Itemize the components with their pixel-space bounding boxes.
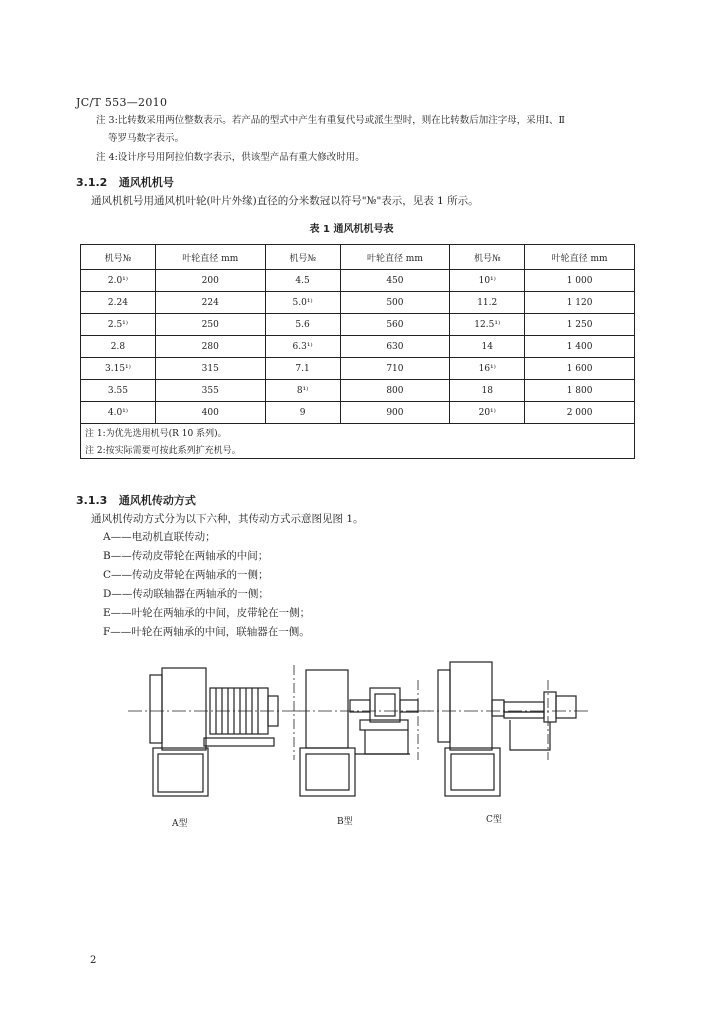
fan-number-table [80, 244, 635, 459]
table-row [81, 314, 635, 336]
table-cell: 6.3¹⁾ [265, 336, 340, 358]
table-cell: 14 [450, 336, 525, 358]
table-cell: 800 [340, 380, 450, 402]
column-header: 机号№ [81, 245, 156, 270]
column-header: 机号№ [450, 245, 525, 270]
table-row [81, 358, 635, 380]
table-row [81, 292, 635, 314]
drive-mode-c: C——传动皮带轮在两轴承的一侧； [103, 569, 269, 581]
table-cell: 12.5¹⁾ [450, 314, 525, 336]
section-heading-3-1-2 [76, 174, 174, 190]
drive-mode-a: A——电动机直联传动； [103, 531, 216, 543]
note-3: 注 3:比转数采用两位整数表示。若产品的型式中产生有重复代号或派生型时，则在比转数后加注字母，采用Ⅰ、Ⅱ [96, 115, 565, 126]
section-number: 3.1.2 [76, 176, 108, 189]
table-cell: 280 [155, 336, 265, 358]
table-cell: 8¹⁾ [265, 380, 340, 402]
table-cell: 20¹⁾ [450, 402, 525, 424]
table-cell: 2 000 [525, 402, 635, 424]
drive-mode-e: E——叶轮在两轴承的中间，皮带轮在一侧； [103, 607, 311, 619]
note-3-continued: 等罗马数字表示。 [108, 133, 185, 144]
table-note-2: 注 2:按实际需要可按此系列扩充机号。 [81, 441, 635, 459]
table-cell: 1 400 [525, 336, 635, 358]
section-number: 3.1.3 [76, 494, 108, 507]
table-cell: 1 120 [525, 292, 635, 314]
table-cell: 9 [265, 402, 340, 424]
table-caption: 表 1 通风机机号表 [309, 224, 394, 235]
drive-mode-d: D——传动联轴器在两轴承的一侧； [103, 588, 269, 600]
table-cell: 10¹⁾ [450, 270, 525, 292]
figure-label-c: C型 [486, 815, 502, 825]
table-cell: 16¹⁾ [450, 358, 525, 380]
table-cell: 1 800 [525, 380, 635, 402]
table-cell: 3.15¹⁾ [81, 358, 156, 380]
table-cell: 2.0¹⁾ [81, 270, 156, 292]
table-note-row [81, 424, 635, 442]
section-heading-3-1-3 [76, 492, 196, 508]
table-cell: 250 [155, 314, 265, 336]
table-row [81, 402, 635, 424]
table-row [81, 270, 635, 292]
table-cell: 500 [340, 292, 450, 314]
table-cell: 4.0¹⁾ [81, 402, 156, 424]
type-c-diagram [420, 662, 590, 796]
table-cell: 2.5¹⁾ [81, 314, 156, 336]
table-cell: 900 [340, 402, 450, 424]
table-cell: 2.24 [81, 292, 156, 314]
section-title: 通风机机号 [118, 176, 174, 189]
figure-label-a: A型 [172, 819, 188, 829]
table-cell: 1 600 [525, 358, 635, 380]
table-cell: 18 [450, 380, 525, 402]
drive-mode-b: B——传动皮带轮在两轴承的中间； [103, 550, 269, 562]
table-cell: 7.1 [265, 358, 340, 380]
table-cell: 450 [340, 270, 450, 292]
document-header: JC/T 553—2010 [76, 96, 168, 109]
table-cell: 3.55 [81, 380, 156, 402]
table-cell: 200 [155, 270, 265, 292]
column-header: 叶轮直径 mm [155, 245, 265, 270]
table-cell: 400 [155, 402, 265, 424]
note-4: 注 4:设计序号用阿拉伯数字表示，供该型产品有重大修改时用。 [96, 152, 365, 163]
column-header: 机号№ [265, 245, 340, 270]
paragraph-3-1-2: 通风机机号用通风机叶轮(叶片外缘)直径的分米数冠以符号"№"表示，见表 1 所示。 [91, 195, 479, 207]
table-cell: 2.8 [81, 336, 156, 358]
table-cell: 355 [155, 380, 265, 402]
table-header-row [81, 245, 635, 270]
transmission-diagram-figure [0, 650, 703, 820]
type-b-diagram [296, 670, 430, 796]
page-number: 2 [90, 955, 97, 966]
table-cell: 224 [155, 292, 265, 314]
table-cell: 11.2 [450, 292, 525, 314]
table-cell: 5.6 [265, 314, 340, 336]
table-row [81, 336, 635, 358]
column-header: 叶轮直径 mm [340, 245, 450, 270]
drive-mode-list [103, 528, 310, 642]
table-row [81, 380, 635, 402]
table-cell: 560 [340, 314, 450, 336]
type-a-diagram [128, 665, 300, 796]
table-note-1: 注 1:为优先选用机号(R 10 系列)。 [81, 424, 635, 442]
table-cell: 630 [340, 336, 450, 358]
table-cell: 5.0¹⁾ [265, 292, 340, 314]
table-cell: 1 000 [525, 270, 635, 292]
figure-label-b: B型 [337, 817, 353, 827]
table-cell: 315 [155, 358, 265, 380]
drive-mode-f: F——叶轮在两轴承的中间，联轴器在一侧。 [103, 626, 310, 638]
section-title: 通风机传动方式 [118, 494, 196, 507]
table-note-row [81, 441, 635, 459]
table-cell: 710 [340, 358, 450, 380]
column-header: 叶轮直径 mm [525, 245, 635, 270]
paragraph-3-1-3: 通风机传动方式分为以下六种，其传动方式示意图见图 1。 [91, 513, 364, 525]
table-cell: 1 250 [525, 314, 635, 336]
table-cell: 4.5 [265, 270, 340, 292]
